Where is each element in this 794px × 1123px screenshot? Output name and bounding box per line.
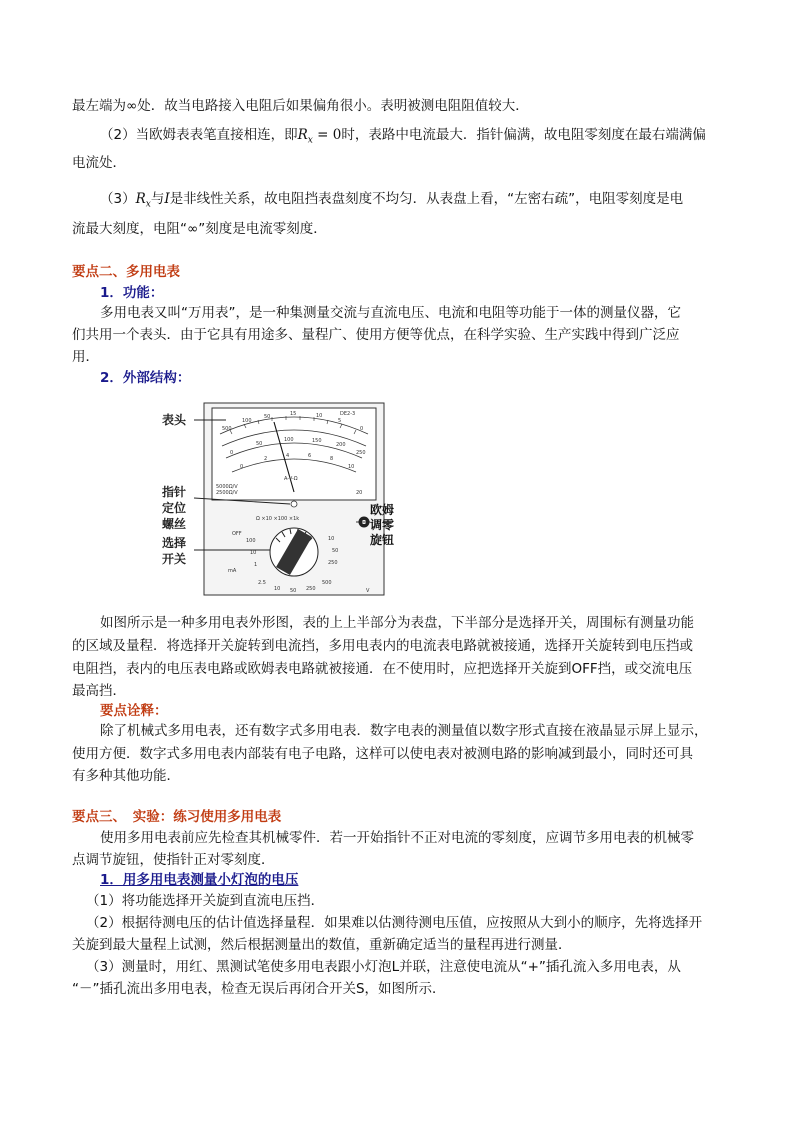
scale-label: 0 (360, 426, 364, 432)
scale-label: 100 (242, 418, 252, 424)
text-line: 最高挡． (72, 683, 126, 699)
math-symbol: I (164, 191, 170, 207)
text-line: 有多种其他功能． (72, 768, 180, 784)
scale-label: 50 (256, 441, 263, 447)
pointer-screw (291, 501, 297, 507)
scale-label: 250 (356, 450, 366, 456)
multimeter-diagram (160, 400, 390, 598)
label-ohm-zero-knob (370, 503, 400, 548)
text-span: 流最大刻度，电阻“∞”刻度是电流零刻度． (72, 221, 327, 237)
knob-value: 10 (250, 550, 257, 556)
text-line: 除了机械式多用电表，还有数字式多用电表．数字电表的测量值以数字形式直接在液晶显示屏上显示， (100, 723, 708, 739)
text-line: 点调节旋钮，使指针正对零刻度． (72, 852, 275, 868)
knob-value: 1 (254, 562, 258, 568)
label-line: 旋钮 (370, 533, 395, 547)
text-line (72, 125, 722, 151)
scale-label: 0 (230, 450, 234, 456)
subsection-heading: 1．功能： (100, 285, 164, 301)
scale-label: 4 (286, 453, 290, 459)
ma-label: mA (228, 568, 237, 574)
section-heading: 要点二、多用电表 (72, 264, 180, 280)
meter-spec: 5000Ω/V (216, 484, 238, 490)
math-subscript: x (145, 199, 151, 210)
knob-value: 500 (322, 580, 332, 586)
label-pointer-screw: 指针 (162, 485, 187, 499)
text-line: “－”插孔流出多用电表，检查无误后再闭合开关S，如图所示． (72, 981, 446, 997)
knob-value: 50 (332, 548, 339, 554)
text-span: （2）当欧姆表表笔直接相连，即 (100, 127, 298, 143)
text-line: 使用多用电表前应先检查其机械零件．若一开始指针不正对电流的零刻度，应调节多用电表的机械零 (100, 830, 694, 846)
text-line: （3）测量时，用红、黑测试笔使多用电表跟小灯泡L并联，注意使电流从“+”插孔流入多用电表，从 (86, 959, 681, 975)
text-line (72, 96, 722, 116)
text-line: 的区域及量程．将选择开关旋转到电流挡，多用电表内的电流表电路就被接通，选择开关旋转到电压挡或 (72, 638, 693, 654)
section-heading: 要点三、 实验：练习使用多用电表 (72, 809, 282, 825)
text-span: 时，表路中电流最大．指针偏满，故电阻零刻度在最右端满偏 (341, 127, 706, 143)
text-span: 是非线性关系，故电阻挡表盘刻度不均匀．从表盘上看，“左密右疏”，电阻零刻度是电 (169, 191, 684, 207)
text-line: 用． (72, 349, 99, 365)
text-line: 使用方便．数字式多用电表内部装有电子电路，这样可以使电表对被测电路的影响减到最小，同时还可具 (72, 746, 693, 762)
meter-spec: 2500Ω/V (216, 490, 238, 496)
scale-label: 100 (284, 437, 294, 443)
scale-label: 5 (338, 418, 342, 424)
knob-value: 50 (290, 588, 297, 594)
multimeter-svg (160, 400, 390, 598)
knob-value: 250 (328, 560, 338, 566)
scale-label: 8 (330, 456, 334, 462)
math-equation: = 0 (312, 127, 342, 143)
text-line: 多用电表又叫“万用表”，是一种集测量交流与直流电压、电流和电阻等功能于一体的测量仪器，它 (100, 305, 681, 321)
label-line: 调零 (370, 518, 395, 532)
text-line: 关旋到最大量程上试测，然后根据测量出的数值，重新确定适当的量程再进行测量． (72, 937, 572, 953)
subsection-heading-text: 1．用多用电表测量小灯泡的电压 (100, 872, 299, 888)
scale-label: 10 (316, 413, 323, 419)
subsection-heading (100, 870, 750, 890)
scale-label: 50 (264, 414, 271, 420)
tip-heading: 要点诠释： (100, 703, 168, 719)
label-pointer-screw: 定位 (162, 501, 187, 515)
range-label: Ω ×10 ×100 ×1k (256, 516, 300, 522)
scale-label: 500 (222, 426, 232, 432)
subsection-heading: 2．外部结构： (100, 370, 191, 386)
off-label: OFF (232, 531, 242, 537)
meter-model: DE2-3 (340, 411, 356, 417)
scale-label: 10 (348, 464, 355, 470)
text-line: 们共用一个表头．由于它具有用途多、量程广、使用方便等优点，在科学实验、生产实践中得到广泛应 (72, 327, 680, 343)
scale-label: 15 (290, 411, 297, 417)
text-line: （2）根据待测电压的估计值选择量程．如果难以估测待测电压值，应按照从大到小的顺序，先将选择开 (86, 915, 703, 931)
knob-value: 10 (274, 586, 281, 592)
scale-label: 200 (336, 442, 346, 448)
label-selector-switch: 选择 (162, 536, 187, 550)
knob-value: 250 (306, 586, 316, 592)
meter-spec: 20 (356, 490, 363, 496)
knob-value: 100 (246, 538, 256, 544)
math-symbol: R (135, 191, 146, 207)
scale-label: 6 (308, 453, 312, 459)
scale-label: 150 (312, 438, 322, 444)
label-pointer-screw: 螺丝 (162, 517, 187, 531)
text-line (72, 219, 722, 239)
scale-label: 0 (240, 464, 244, 470)
text-span: 电流处． (72, 155, 126, 171)
label-meter-head: 表头 (162, 413, 187, 427)
label-selector-switch: 开关 (162, 552, 187, 566)
scale-label: 2 (264, 456, 268, 462)
meter-unit-label: A-V-Ω (284, 476, 298, 482)
math-symbol: R (297, 127, 308, 143)
math-subscript: x (307, 135, 313, 146)
text-span: （3） (100, 191, 136, 207)
label-line: 欧姆 (370, 503, 395, 517)
text-line (72, 189, 722, 215)
text-line: （1）将功能选择开关旋到直流电压挡． (86, 893, 325, 909)
text-span: 最左端为∞处．故当电路接入电阻后如果偏角很小。表明被测电阻阻值较大． (72, 98, 529, 114)
text-line: 如图所示是一种多用电表外形图，表的上上半部分为表盘，下半部分是选择开关，周围标有测量功能 (100, 615, 694, 631)
knob-value: 2.5 (258, 580, 266, 586)
v-label: V (366, 588, 370, 594)
text-span: 与 (150, 191, 165, 207)
text-line: 电阻挡，表内的电压表电路或欧姆表电路就被接通．在不使用时，应把选择开关旋到OFF挡，或交流电压 (72, 661, 693, 677)
knob-value: 10 (328, 536, 335, 542)
text-line (72, 153, 722, 173)
